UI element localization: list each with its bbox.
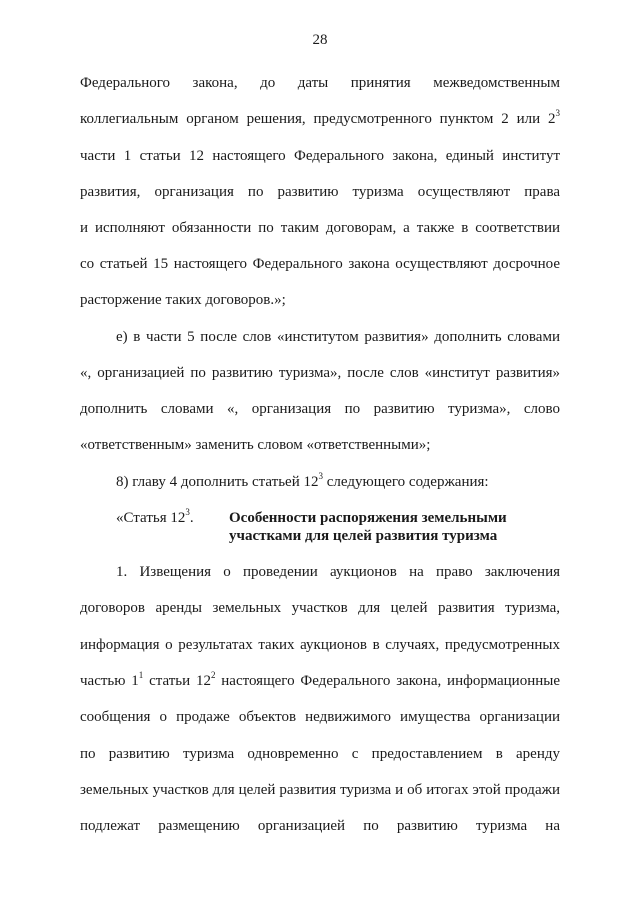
- text-segment: частью 1: [80, 673, 139, 689]
- text-line: информация о результатах таких аукционов в случаях, предусмотренных: [80, 637, 560, 653]
- text-line: развития, организация по развитию туризма осуществляют права: [80, 184, 560, 200]
- text-line: Федерального закона, до даты принятия межведомственным: [80, 75, 560, 91]
- text-segment: статьи 12: [143, 673, 211, 689]
- text-line: части 1 статьи 12 настоящего Федерального закона, единый институт: [80, 148, 560, 164]
- text-segment: настоящего Федерального закона, информационные: [215, 673, 560, 689]
- text-line: дополнить словами «, организация по развитию туризма», слово: [80, 401, 560, 417]
- text-line: [116, 473, 560, 491]
- text-line: земельных участков для целей развития туризма и об итогах этой продажи: [80, 782, 560, 798]
- text-line: е) в части 5 после слов «институтом развития» дополнить словами: [116, 329, 560, 345]
- text-line: 1. Извещения о проведении аукционов на право заключения: [116, 564, 560, 580]
- text-segment: «Статья 12: [116, 510, 186, 526]
- text-line: и исполняют обязанности по таким договорам, а также в соответствии: [80, 220, 560, 236]
- text-line: по развитию туризма одновременно с предоставлением в аренду: [80, 746, 560, 762]
- article-title-line: Особенности распоряжения земельными: [229, 510, 507, 526]
- superscript: 1: [138, 670, 144, 680]
- text-segment: коллегиальным органом решения, предусмотренного пунктом 2 или 2: [80, 111, 556, 127]
- text-line: [80, 672, 560, 690]
- text-line: сообщения о продаже объектов недвижимого имущества организации: [80, 709, 560, 725]
- text-line: [80, 110, 560, 128]
- text-segment: .: [189, 510, 194, 526]
- page-number: 28: [312, 32, 328, 48]
- superscript: 3: [555, 108, 560, 118]
- article-title-line: участками для целей развития туризма: [229, 528, 498, 544]
- text-line: «ответственным» заменить словом «ответственными»;: [80, 437, 431, 453]
- text-segment: следующего содержания:: [323, 474, 489, 490]
- text-line: договоров аренды земельных участков для целей развития туризма,: [80, 600, 560, 616]
- text-segment: 8) главу 4 дополнить статьей 12: [116, 474, 319, 490]
- text-line: подлежат размещению организацией по развитию туризма на: [80, 818, 560, 834]
- text-line: «, организацией по развитию туризма», после слов «институт развития»: [80, 365, 560, 381]
- superscript: 3: [185, 507, 190, 517]
- text-line: расторжение таких договоров.»;: [80, 292, 286, 308]
- text-line: со статьей 15 настоящего Федерального закона осуществляют досрочное: [80, 256, 560, 272]
- article-number: [116, 509, 194, 527]
- superscript: 3: [318, 471, 323, 481]
- superscript: 2: [210, 670, 216, 680]
